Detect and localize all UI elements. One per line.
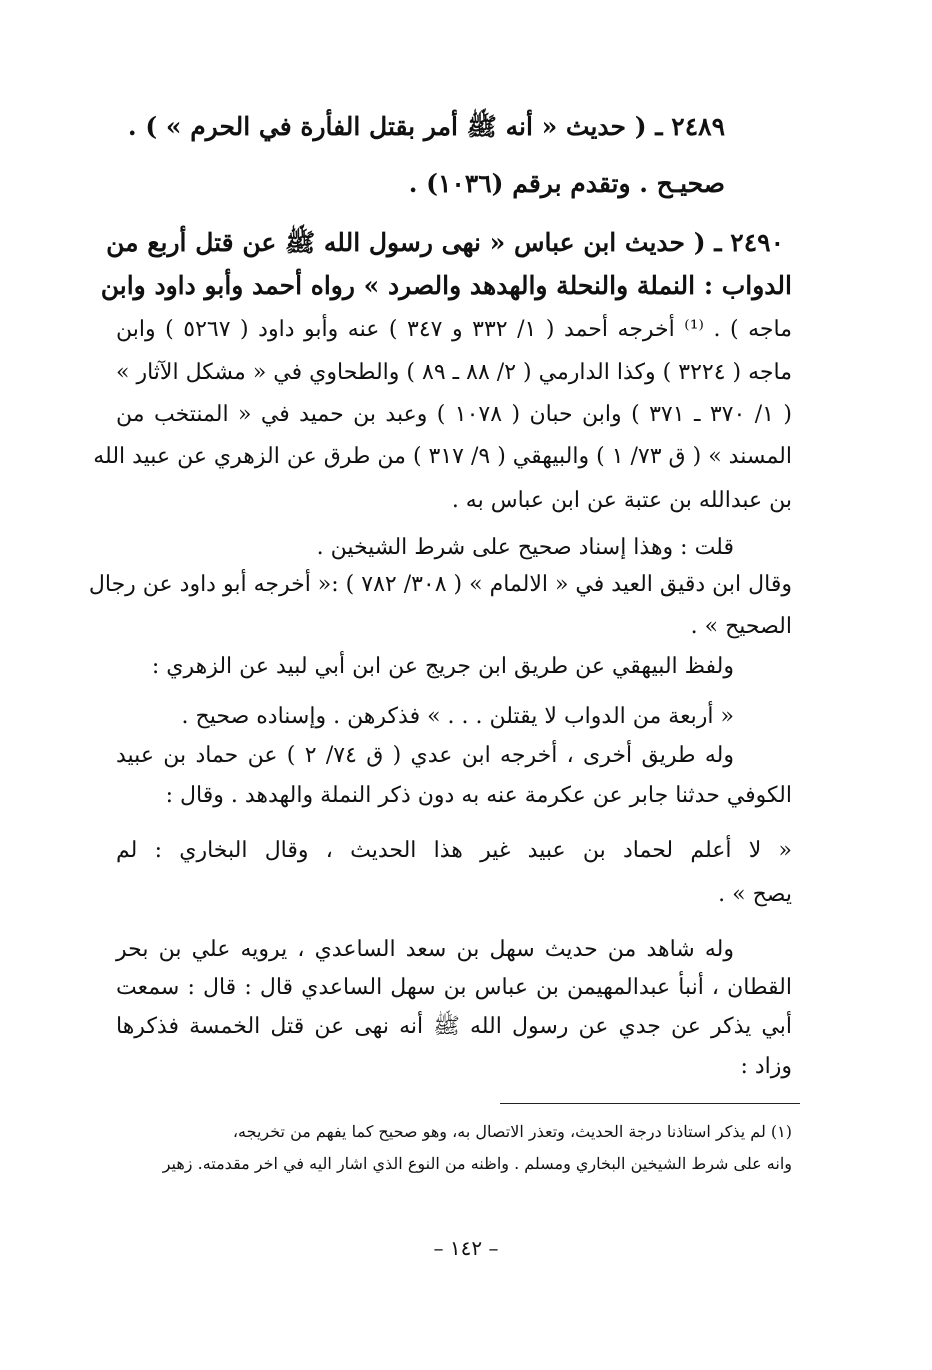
- footnote-line: (١) لم يذكر استاذنا درجة الحديث، وتعذر الاتصال به، وهو صحيح كما يفهم من تخريجه،: [232, 1122, 792, 1141]
- quotation-line: يصح » .: [718, 882, 792, 907]
- quotation-line: « لا أعلم لحماد بن عبيد غير هذا الحديث ، وقال البخاري : لم: [116, 838, 792, 863]
- commentary-line: وقال ابن دقيق العيد في « الالمام » ( ٣٠٨/ ٧٨٢ ) :« أخرجه أبو داود عن رجال: [88, 572, 792, 597]
- takhrij-line: بن عبدالله بن عتبة عن ابن عباس به .: [451, 488, 792, 513]
- hadith-2490-text: الدواب : النملة والنحلة والهدهد والصرد » رواه أحمد وأبو داود وابن: [100, 271, 792, 300]
- quotation-line: « أربعة من الدواب لا يقتلن . . . » فذكرهن . وإسناده صحيح .: [181, 704, 734, 729]
- commentary-line: الصحيح » .: [690, 614, 792, 639]
- commentary-line: وزاد :: [740, 1054, 792, 1079]
- takhrij-line: ماجه ( ٣٢٢٤ ) وكذا الدارمي ( ٢/ ٨٨ ـ ٨٩ ) والطحاوي في « مشكل الآثار »: [116, 360, 793, 385]
- commentary-line: أبي يذكر عن جدي عن رسول الله ﷺ أنه نهى عن قتل الخمسة فذكرها: [116, 1014, 792, 1039]
- takhrij-line: المسند » ( ق ٧٣/ ١ ) والبيهقي ( ٩/ ٣١٧ ) من طرق عن الزهري عن عبيد الله: [93, 444, 792, 469]
- takhrij-line: ماجه ) . ⁽¹⁾ أخرجه أحمد ( ١/ ٣٣٢ و ٣٤٧ ) عنه وأبو داود ( ٥٢٦٧ ) وابن: [116, 317, 792, 342]
- page-number: – ١٤٢ –: [433, 1236, 499, 1260]
- commentary-line: وله شاهد من حديث سهل بن سعد الساعدي ، يرويه علي بن بحر: [116, 937, 734, 962]
- commentary-line: قلت : وهذا إسناد صحيح على شرط الشيخين .: [316, 535, 734, 560]
- hadith-2489-heading: ٢٤٨٩ ـ ( حديث « أنه ﷺ أمر بقتل الفأرة في الحرم » ) .: [127, 112, 725, 141]
- hadith-2490-heading: ٢٤٩٠ ـ ( حديث ابن عباس « نهى رسول الله ﷺ عن قتل أربع من: [106, 228, 784, 257]
- commentary-line: وله طريق أخرى ، أخرجه ابن عدي ( ق ٧٤/ ٢ ) عن حماد بن عبيد: [116, 743, 734, 768]
- commentary-line: القطان ، أنبأ عبدالمهيمن بن عباس بن سهل الساعدي قال : قال : سمعت: [116, 975, 792, 1000]
- footnote-line: وانه على شرط الشيخين البخاري ومسلم . واظنه من النوع الذي اشار اليه في اخر مقدمته. زهير: [162, 1154, 792, 1173]
- commentary-line: ولفظ البيهقي عن طريق ابن جريج عن ابن أبي لبيد عن الزهري :: [151, 654, 734, 679]
- footnote-separator: [500, 1103, 800, 1104]
- commentary-line: الكوفي حدثنا جابر عن عكرمة عنه به دون ذكر النملة والهدهد . وقال :: [165, 783, 792, 808]
- hadith-2489-grading: صحيـح . وتقدم برقم (١٠٣٦) .: [408, 169, 725, 198]
- takhrij-line: ( ١/ ٣٧٠ ـ ٣٧١ ) وابن حبان ( ١٠٧٨ ) وعبد بن حميد في « المنتخب من: [116, 402, 792, 427]
